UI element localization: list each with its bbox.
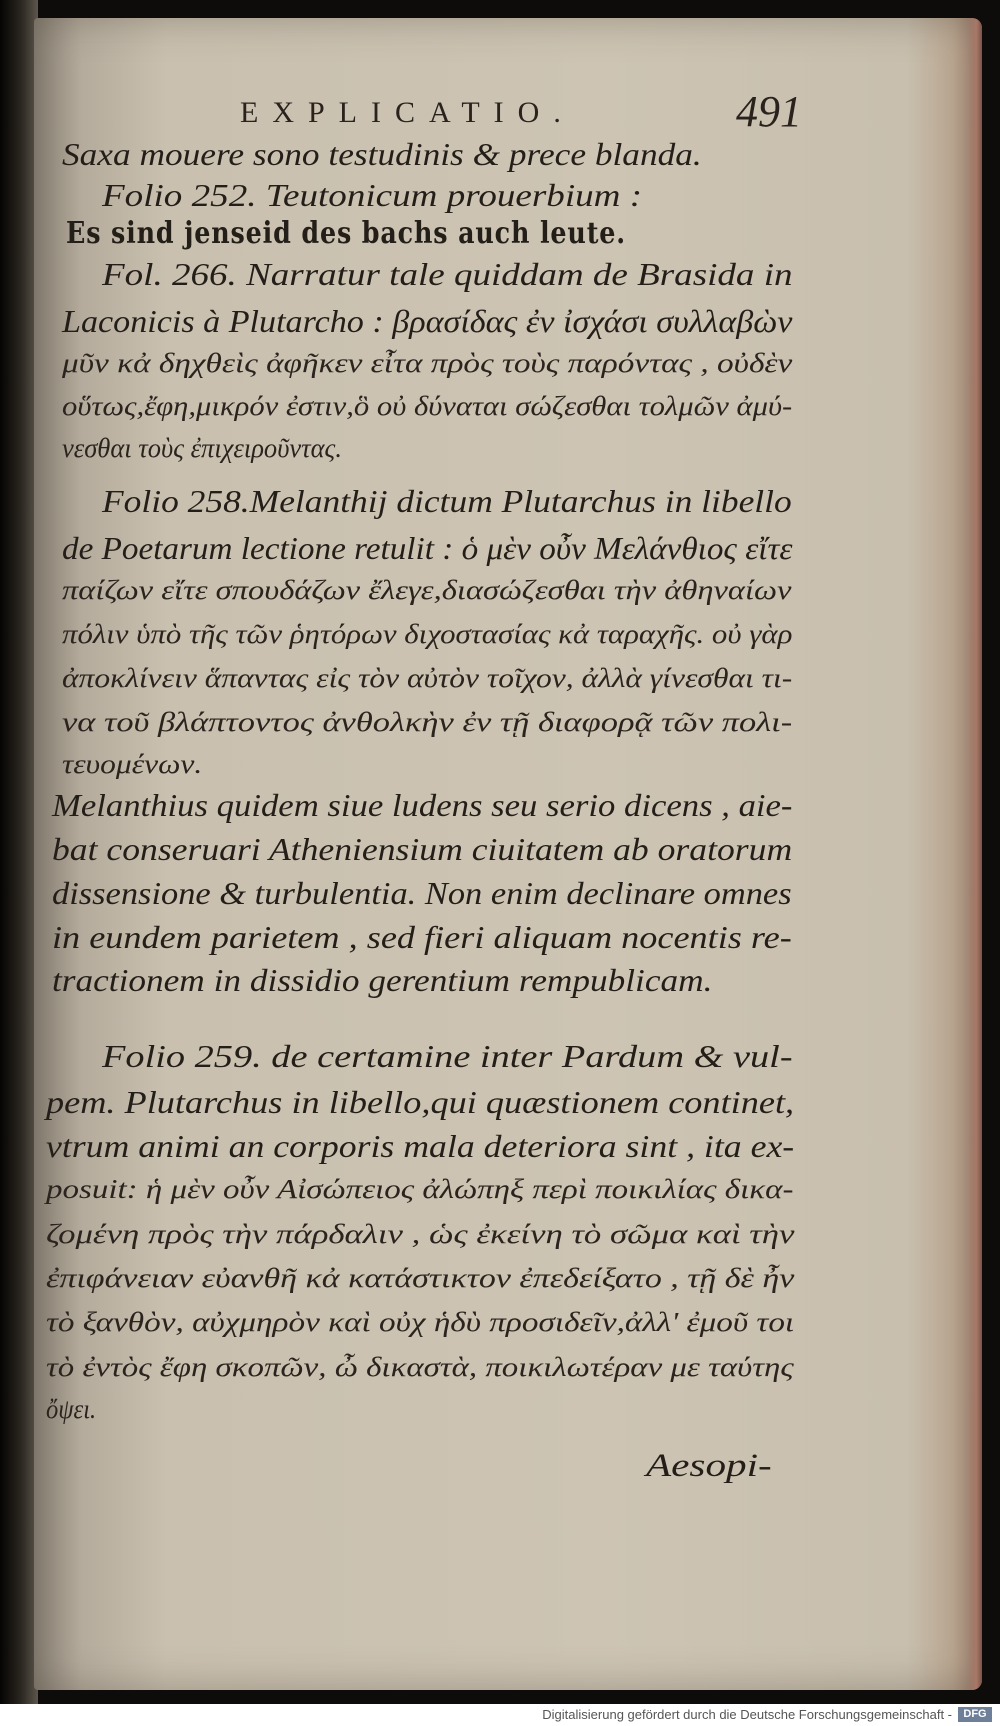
funding-credit: Digitalisierung gefördert durch die Deutsche Forschungsgemeinschaft - <box>542 1707 952 1722</box>
greek-line: τευομένων. <box>62 749 203 779</box>
latin-line: in eundem parietem , sed fieri aliquam nocentis re- <box>52 919 792 955</box>
greek-line: ἀποκλίνειν ἅπαντας εἰς τὸν αὐτὸν τοῖχον, ἀλλὰ γίνεσθαι τι- <box>62 663 793 693</box>
greek-line: ἐπιφάνειαν εὐανθῆ κἀ κατάστικτον ἐπεδείξατο , τῇ δὲ ἦν <box>46 1263 795 1293</box>
latin-line: Folio 259. de certamine inter Pardum & vul- <box>102 1038 793 1074</box>
catchword: Aesopi- <box>646 1448 772 1484</box>
page-number: 491 <box>736 87 802 136</box>
page-text <box>34 18 982 1690</box>
greek-line: ὄψει. <box>46 1394 97 1424</box>
footer-bar <box>0 1704 1000 1726</box>
latin-line: Melanthius quidem siue ludens seu serio dicens , aie- <box>52 787 793 823</box>
greek-line: τὸ ἐντὸς ἔφη σκοπῶν, ὦ δικαστὰ, ποικιλωτέραν με ταύτης <box>46 1352 794 1382</box>
greek-line: παίζων εἴτε σπουδάζων ἔλεγε,διασώζεσθαι τὴν ἀθηναίων <box>62 575 792 605</box>
latin-line: de Poetarum lectione retulit : ὁ μὲν οὖν Μελάνθιος εἴτε <box>62 530 793 566</box>
greek-line: οὕτως,ἔφη,μικρόν ἐστιν,ὃ οὐ δύναται σώζεσθαι τολμῶν ἀμύ- <box>62 391 793 421</box>
book-page <box>34 18 982 1690</box>
running-head <box>234 82 934 142</box>
greek-line: νεσθαι τοὺς ἐπιχειροῦντας. <box>62 433 342 463</box>
latin-line: Folio 252. Teutonicum prouerbium : <box>102 177 643 213</box>
greek-line: posuit: ἡ μὲν οὖν Αἰσώπειος ἀλώπηξ περὶ ποικιλίας δικα- <box>46 1174 794 1204</box>
latin-line: Folio 258.Melanthij dictum Plutarchus in libello <box>102 483 792 519</box>
dfg-logo: DFG <box>958 1707 992 1722</box>
running-title: EXPLICATIO. <box>240 96 575 129</box>
gothic-line: Es sind jenseid des bachs auch leute. <box>66 216 626 251</box>
greek-line: πόλιν ὑπὸ τῆς τῶν ῥητόρων διχοστασίας κἀ ταραχῆς. οὐ γὰρ <box>62 619 793 649</box>
latin-line: pem. Plutarchus in libello,qui quæstionem continet, <box>46 1084 795 1120</box>
greek-line: να τοῦ βλάπτοντος ἀνθολκὴν ἐν τῇ διαφορᾷ τῶν πολι- <box>62 707 793 737</box>
latin-line: Fol. 266. Narratur tale quiddam de Brasida in <box>102 256 793 292</box>
greek-line: τὸ ξανθὸν, αὐχμηρὸν καὶ οὐχ ἡδὺ προσιδεῖν,ἀλλ' ἐμοῦ τοι <box>46 1307 795 1337</box>
latin-line: Saxa mouere sono testudinis & prece blanda. <box>62 136 702 172</box>
scan-edge-left <box>0 0 38 1706</box>
greek-line: μῦν κἀ δηχθεὶς ἀφῆκεν εἶτα πρὸς τοὺς παρόντας , οὐδὲν <box>62 348 793 378</box>
greek-line: ζομένη πρὸς τὴν πάρδαλιν , ὡς ἐκείνη τὸ σῶμα καὶ τὴν <box>46 1219 795 1249</box>
latin-line: tractionem in dissidio gerentium rempublicam. <box>52 962 713 998</box>
latin-line: Laconicis à Plutarcho : βρασίδας ἐν ἰσχάσι συλλαβὼν <box>62 303 793 339</box>
latin-line: dissensione & turbulentia. Non enim declinare omnes <box>52 875 792 911</box>
latin-line: bat conseruari Atheniensium ciuitatem ab oratorum <box>52 831 793 867</box>
latin-line: vtrum animi an corporis mala deteriora sint , ita ex- <box>46 1128 795 1164</box>
